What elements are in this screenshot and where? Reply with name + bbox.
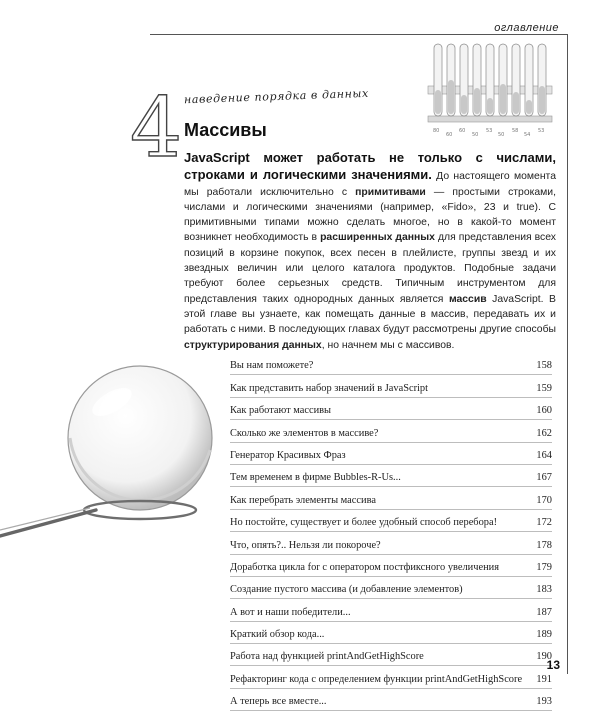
toc-header-label: оглавление <box>494 22 559 34</box>
toc-entry-page: 183 <box>536 584 552 596</box>
toc-entry-page: 172 <box>536 517 552 529</box>
intro-text-2: — простыми строками, числами и логическими значениями (например, «Fido», 23 и true). С примитивными типами можно сделать многое, но в какой-то момент возникнет необходимость в <box>184 186 556 244</box>
toc-entry[interactable] <box>230 398 552 420</box>
toc-entry[interactable] <box>230 644 552 666</box>
svg-text:53: 53 <box>538 128 545 134</box>
toc-entry-title: Тем временем в фирме Bubbles-R-Us... <box>230 472 401 484</box>
toc-entry-page: 187 <box>536 606 552 618</box>
intro-text-4: JavaScript. В этой главе вы узнаете, как помещать данные в массив, передавать их и работать с ними. В последующих главах будут рассмотрены другие способы <box>184 293 556 336</box>
intro-bold-2: расширенных данных <box>320 232 435 244</box>
svg-text:80: 80 <box>433 128 440 134</box>
toc-entry-page: 190 <box>536 651 552 663</box>
intro-bold-4: структурирования данных <box>184 339 322 351</box>
toc-entry-title: Что, опять?.. Нельзя ли покороче? <box>230 539 381 551</box>
toc-entry-page: 162 <box>536 427 552 439</box>
toc-entry[interactable] <box>230 420 552 442</box>
toc-entry-title: Генератор Красивых Фраз <box>230 449 346 461</box>
toc-entry-title: Доработка цикла for с оператором постфиксного увеличения <box>230 561 499 573</box>
toc-entry-page: 170 <box>536 494 552 506</box>
svg-text:50: 50 <box>498 132 505 138</box>
toc-entry-title: А теперь все вместе... <box>230 696 327 708</box>
toc-entry-page: 158 <box>536 360 552 372</box>
intro-bold-1: примитивами <box>355 186 426 198</box>
svg-text:58: 58 <box>512 128 519 134</box>
toc-entry-title: Сколько же элементов в массиве? <box>230 427 379 439</box>
chapter-title: Массивы <box>184 120 267 140</box>
toc-entry-page: 159 <box>536 382 552 394</box>
svg-text:60: 60 <box>446 132 453 138</box>
toc-entry-title: Как работают массивы <box>230 405 332 417</box>
toc-entry-page: 189 <box>536 629 552 641</box>
toc-entry-title: Работа над функцией printAndGetHighScore <box>230 651 424 663</box>
toc-entry-title: Как представить набор значений в JavaScript <box>230 382 429 394</box>
toc-entry[interactable] <box>230 622 552 644</box>
toc-entry[interactable] <box>230 443 552 465</box>
toc-entry[interactable] <box>230 532 552 554</box>
side-rule <box>567 34 568 674</box>
toc-entry[interactable] <box>230 510 552 532</box>
toc-entry-page: 191 <box>536 673 552 685</box>
svg-text:53: 53 <box>486 128 493 134</box>
toc-entry-page: 179 <box>536 561 552 573</box>
toc-entry-title: Краткий обзор кода... <box>230 629 325 641</box>
toc-entry-title: Вы нам поможете? <box>230 360 314 372</box>
toc-entry[interactable] <box>230 577 552 599</box>
toc-entry[interactable] <box>230 465 552 487</box>
toc-entry[interactable] <box>230 353 552 375</box>
chapter-intro <box>184 150 556 353</box>
toc-entry-page: 160 <box>536 405 552 417</box>
toc-entry-page: 193 <box>536 696 552 708</box>
intro-text-1: До настоящего момента мы работали исключительно с <box>184 171 556 198</box>
toc-entry-title: Рефакторинг кода с определением функции printAndGetHighScore <box>230 673 523 685</box>
toc-entry-title: Создание пустого массива (и добавление элементов) <box>230 584 463 596</box>
intro-text-5: , но начнем мы с массивов. <box>321 339 455 351</box>
svg-text:50: 50 <box>472 132 479 138</box>
toc-entry-title: Но постойте, существует и более удобный способ перебора! <box>230 517 498 529</box>
toc-entry[interactable] <box>230 375 552 397</box>
toc-entry-title: А вот и наши победители... <box>230 606 351 618</box>
svg-text:60: 60 <box>459 128 466 134</box>
intro-text-3: для представления всех позиций в корзине покупок, всех песен в плейлисте, группы звезд и их звездных величин или целого каталога продуктов. Подобные задачи требуют более серьезных средств. Типичным инструментом для представления таких однородных данных является <box>184 232 556 305</box>
header-rule <box>150 34 568 35</box>
intro-lead: JavaScript может работать не только с числами, строками и логическими значениями. <box>184 150 556 183</box>
toc-entry-title: Как перебрать элементы массива <box>230 494 376 506</box>
soap-bubble-illustration <box>0 360 220 540</box>
table-of-contents <box>230 353 552 711</box>
toc-entry[interactable] <box>230 487 552 509</box>
chapter-number: 4 <box>130 81 183 176</box>
chapter-subtitle: наведение порядка в данных <box>183 86 370 107</box>
toc-entry-page: 164 <box>536 449 552 461</box>
toc-entry[interactable] <box>230 555 552 577</box>
toc-entry-page: 178 <box>536 539 552 551</box>
page-number: 13 <box>546 658 560 672</box>
toc-entry-page: 167 <box>536 472 552 484</box>
toc-entry[interactable] <box>230 689 552 711</box>
svg-text:54: 54 <box>524 132 531 138</box>
toc-entry[interactable] <box>230 599 552 621</box>
intro-bold-3: массив <box>448 293 487 305</box>
test-tubes-illustration <box>420 40 560 140</box>
